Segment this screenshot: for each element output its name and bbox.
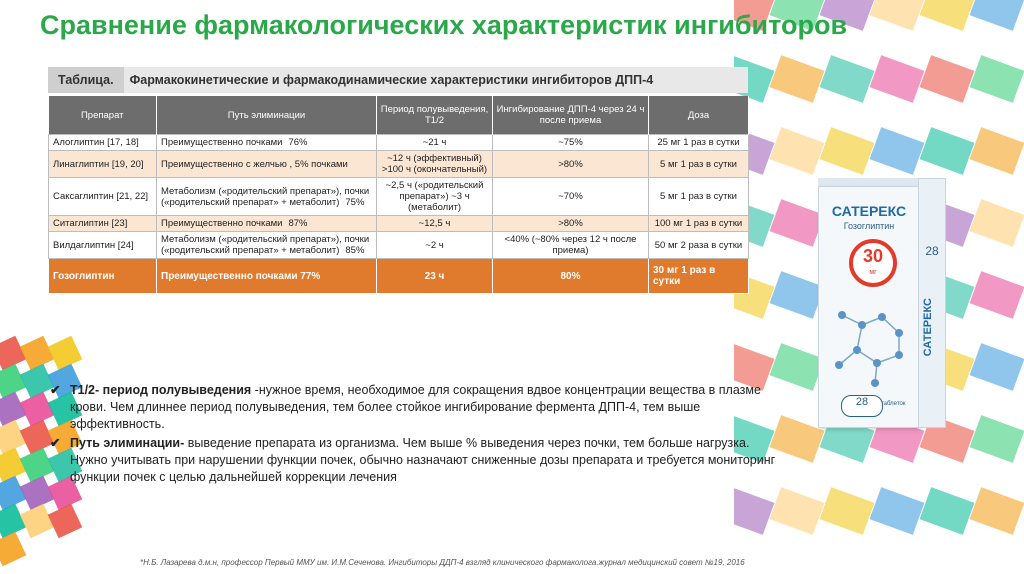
side-brand: САТЕРЕКС [922,298,934,357]
elimination-percent: 85% [345,245,365,256]
molecule-icon [827,295,917,395]
tablet-count-unit: таблеток [881,401,906,407]
cell-dose: 5 мг 1 раз в сутки [649,178,749,216]
cell-dose: 25 мг 1 раз в сутки [649,135,749,151]
cell-inhibition: >80% [493,151,649,178]
header-elimination: Путь элиминации [157,96,377,135]
elimination-text: Преимущественно с желчью , 5% почками [161,158,348,170]
elimination-percent: 76% [288,137,308,148]
cell-inhibition: >80% [493,216,649,232]
dose-unit: мг [869,269,877,276]
page-title: Сравнение фармакологических характеристик ингибиторов [40,10,848,40]
cell-drug: Линаглиптин [19, 20] [49,151,157,178]
table-caption-text: Фармакокинетические и фармакодинамические характеристики ингибиторов ДПП-4 [129,73,654,87]
dose-badge [849,239,897,287]
cell-dose: 30 мг 1 раз в сутки [649,259,749,294]
elimination-text: Метаболизм («родительский препарат»), почки («родительский препарат» + метаболит) [161,185,370,208]
cell-drug: Алоглиптин [17, 18] [49,135,157,151]
cell-elimination [157,151,377,178]
header-drug: Препарат [49,96,157,135]
cell-elimination [157,232,377,259]
cell-half-life: ~12,5 ч [377,216,493,232]
side-count: 28 [925,244,939,258]
elimination-text: Преимущественно почками [161,137,283,148]
cell-drug: Гозоглиптин [49,259,157,294]
dose-number: 30 [862,246,884,266]
cell-drug: Ситаглиптин [23] [49,216,157,232]
table-row [49,216,749,232]
tablet-count: 28 [841,395,883,417]
table-row [49,232,749,259]
cell-dose: 100 мг 1 раз в сутки [649,216,749,232]
elimination-text: Преимущественно почками [161,218,283,229]
elimination-percent: 75% [345,196,365,208]
elimination-percent: 87% [288,218,308,229]
table-header-row [49,96,749,135]
cell-half-life: 23 ч [377,259,493,294]
header-dose: Доза [649,96,749,135]
note-term: Путь элиминации- [70,436,185,450]
table-row [49,151,749,178]
note-elimination [48,435,784,486]
table-row [49,135,749,151]
cell-half-life: ~12 ч (эффективный) >100 ч (окончательный) [377,151,493,178]
table-caption-label: Таблица. [48,67,124,93]
package-generic-name: Гозоглиптин [843,221,895,231]
citation-footer: *Н.Б. Лазарева д.м.н, профессор Первый ММУ им. И.М.Сеченова. Ингибиторы ДДП-4 взгляд клинического фармаколога.журнал медицинский совет №19, 2016 [140,558,745,567]
cell-inhibition: ~70% [493,178,649,216]
medicine-package-image [818,178,946,428]
cell-elimination [157,135,377,151]
cell-dose: 50 мг 2 раза в сутки [649,232,749,259]
cell-dose: 5 мг 1 раз в сутки [649,151,749,178]
header-inhibition: Ингибирование ДПП-4 через 24 ч после приема [493,96,649,135]
note-text: -нужное время, необходимое для сокращения вдвое концентрации вещества в плазме крови. Чем длиннее период полувыведения, тем более стойкое ингибирование фермента ДПП-4, тем выше эффективность. [70,383,761,431]
cell-inhibition: <40% (~80% через 12 ч после приема) [493,232,649,259]
elimination-text: Метаболизм («родительский препарат»), почки («родительский препарат» + метаболит) [161,234,370,256]
cell-half-life: ~2 ч [377,232,493,259]
cell-drug: Саксаглиптин [21, 22] [49,178,157,216]
cell-elimination [157,216,377,232]
package-front [818,186,920,428]
note-term: Т1/2- период полувыведения [70,383,252,397]
cell-elimination [157,178,377,216]
cell-half-life: ~2,5 ч («родительский препарат») ~3 ч (метаболит) [377,178,493,216]
comparison-table [48,96,749,294]
comparison-table-container [48,67,748,294]
highlight-row [49,259,749,294]
cell-inhibition: 80% [493,259,649,294]
cell-half-life: ~21 ч [377,135,493,151]
cell-drug: Вилдаглиптин [24] [49,232,157,259]
note-half-life [48,382,784,433]
package-brand: САТЕРЕКС [831,203,907,219]
checkmark-icon: ✔ [50,383,61,397]
cell-elimination: Преимущественно почками 77% [157,259,377,294]
note-text: выведение препарата из организма. Чем выше % выведения через почки, тем больше нагрузка. Нужно учитывать при нарушении функции почек, обычно назначают сниженные дозы препарата и требуется мониторинг функции почек с целью дальнейшей коррекции лечения [70,436,776,484]
checkmark-icon: ✔ [50,436,61,450]
table-caption [48,67,748,93]
cell-inhibition: ~75% [493,135,649,151]
table-row [49,178,749,216]
header-half-life: Период полувыведения, T1/2 [377,96,493,135]
definitions-notes [48,382,784,488]
